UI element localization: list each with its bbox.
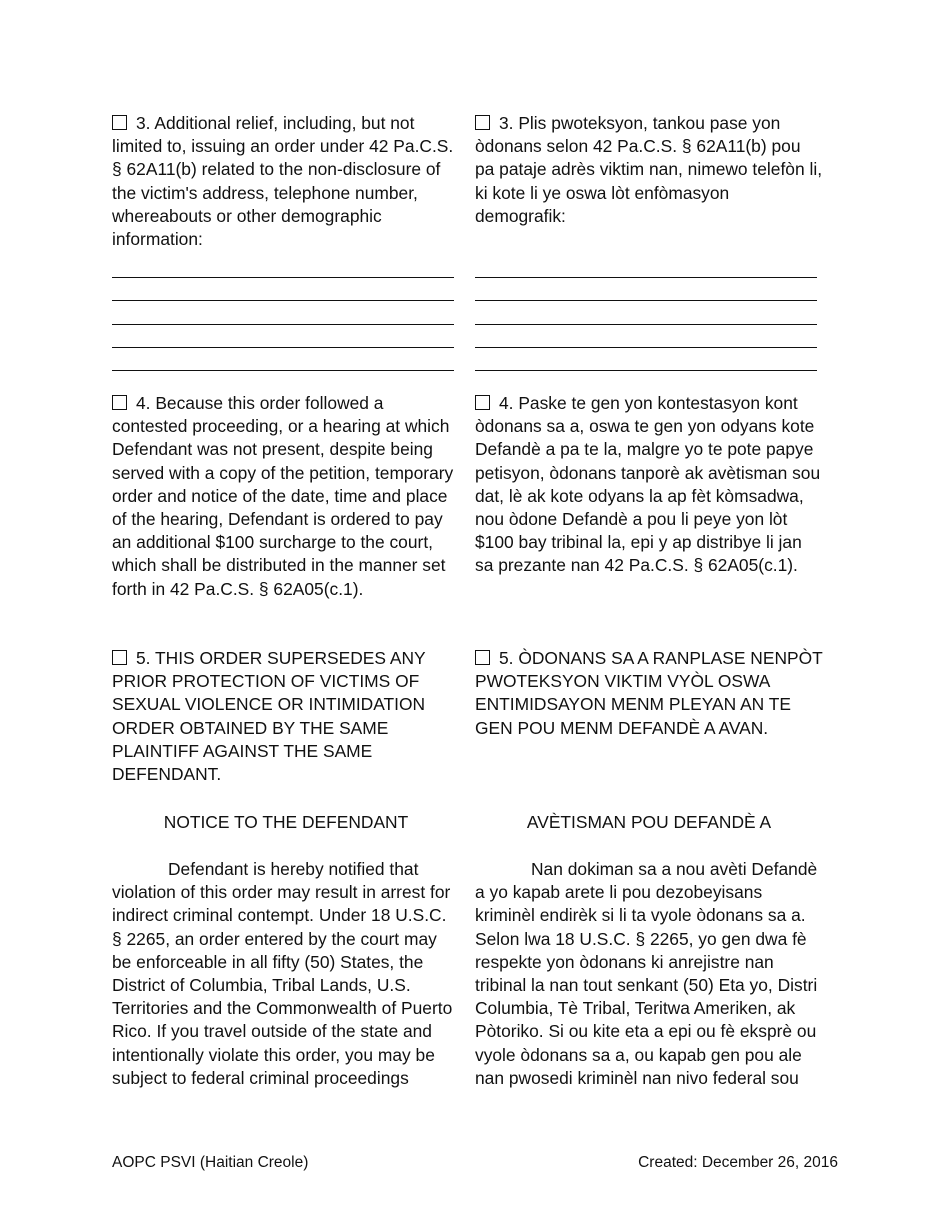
item-3-en-checkbox[interactable] — [112, 115, 127, 130]
blank-line[interactable] — [475, 301, 817, 324]
blank-line[interactable] — [112, 325, 454, 348]
blank-line[interactable] — [475, 348, 817, 371]
blank-line[interactable] — [112, 255, 454, 278]
item-3-en — [112, 112, 460, 251]
item-3-en-text: 3. Additional relief, including, but not limited to, issuing an order under 42 Pa.C.S. § 62A11(b) related to the non-disclosure of the victim's address, telephone number, whereabouts or other demographic information: — [112, 113, 454, 250]
notice-text-ht: Nan dokiman sa a nou avèti Defandè a yo kapab arete li pou dezobeyisans kriminèl endirèk si li ta vyole òdonans sa a. Selon lwa 18 U.S.C. § 2265, yo gen dwa fè respekte yon òdonans ki anrejistre nan tribinal la nan tout senkant (50) Eta yo, Distri Columbia, Tè Tribal, Teritwa Ameriken, ak Pòtoriko. Si ou kite eta a epi ou fè eksprè ou vyole òdonans sa a, ou kapab gen pou ale nan pwosedi kriminèl nan nivo federal sou — [475, 859, 818, 1088]
item-4-ht-checkbox[interactable] — [475, 395, 490, 410]
item-3-ht-checkbox[interactable] — [475, 115, 490, 130]
item-5-ht-checkbox[interactable] — [475, 650, 490, 665]
item-3-ht — [475, 112, 823, 228]
blank-line[interactable] — [475, 278, 817, 301]
item-4-en-text: 4. Because this order followed a contested proceeding, or a hearing at which Defendant was not present, despite being served with a copy of the petition, temporary order and notice of the date, time and place of the hearing, Defendant is ordered to pay an additional $100 surcharge to the court, which shall be distributed in the manner set forth in 42 Pa.C.S. § 62A05(c.1). — [112, 393, 454, 599]
footer-form-id: AOPC PSVI (Haitian Creole) — [112, 1154, 309, 1171]
item-4-en — [112, 392, 460, 601]
notice-paragraph-ht — [475, 858, 823, 1090]
item-5-en-text: 5. THIS ORDER SUPERSEDES ANY PRIOR PROTECTION OF VICTIMS OF SEXUAL VIOLENCE OR INTIMIDATION ORDER OBTAINED BY THE SAME PLAINTIFF AGAINST THE SAME DEFENDANT. — [112, 648, 426, 785]
blank-line[interactable] — [475, 325, 817, 348]
blank-line[interactable] — [112, 348, 454, 371]
item-5-en-checkbox[interactable] — [112, 650, 127, 665]
item-4-ht-text: 4. Paske te gen yon kontestasyon kont òdonans sa a, oswa te gen yon odyans kote Defandè a pa te la, malgre yo te pote papye petisyon, òdonans tanporè ak avètisman sou dat, lè ak kote odyans la ap fèt kòmsadwa, nou òdone Defandè a pou li peye yon lòt $100 bay tribinal la, epi y ap distribye li jan sa prezante nan 42 Pa.C.S. § 62A05(c.1). — [475, 393, 821, 576]
notice-text-en: Defendant is hereby notified that violation of this order may result in arrest for indirect criminal contempt. Under 18 U.S.C. § 2265, an order entered by the court may be enforceable in all fifty (50) States, the District of Columbia, Tribal Lands, U.S. Territories and the Commonwealth of Puerto Rico. If you travel outside of the state and intentionally violate this order, you may be subject to federal criminal proceedings — [112, 859, 453, 1088]
notice-paragraph-en — [112, 858, 460, 1090]
notice-heading-en: NOTICE TO THE DEFENDANT — [163, 812, 409, 832]
item-3-ht-text: 3. Plis pwoteksyon, tankou pase yon òdonans selon 42 Pa.C.S. § 62A11(b) pou pa pataje adrès viktim nan, nimewo telefòn li, ki kote li ye oswa lòt enfòmasyon demografik: — [475, 113, 823, 226]
item-4-en-checkbox[interactable] — [112, 395, 127, 410]
blank-line[interactable] — [475, 255, 817, 278]
item-5-en — [112, 647, 460, 786]
item-5-ht-text: 5. ÒDONANS SA A RANPLASE NENPÒT PWOTEKSYON VIKTIM VYÒL OSWA ENTIMIDSAYON MENM PLEYAN AN TE GEN POU MENM DEFANDÈ A AVAN. — [475, 648, 823, 738]
footer-created-date: Created: December 26, 2016 — [638, 1154, 838, 1171]
item-3-ht-blank-lines[interactable] — [475, 255, 817, 371]
notice-heading-ht: AVÈTISMAN POU DEFANDÈ A — [526, 812, 772, 832]
blank-line[interactable] — [112, 301, 454, 324]
item-4-ht — [475, 392, 823, 578]
blank-line[interactable] — [112, 278, 454, 301]
item-3-en-blank-lines[interactable] — [112, 255, 454, 371]
item-5-ht — [475, 647, 823, 740]
